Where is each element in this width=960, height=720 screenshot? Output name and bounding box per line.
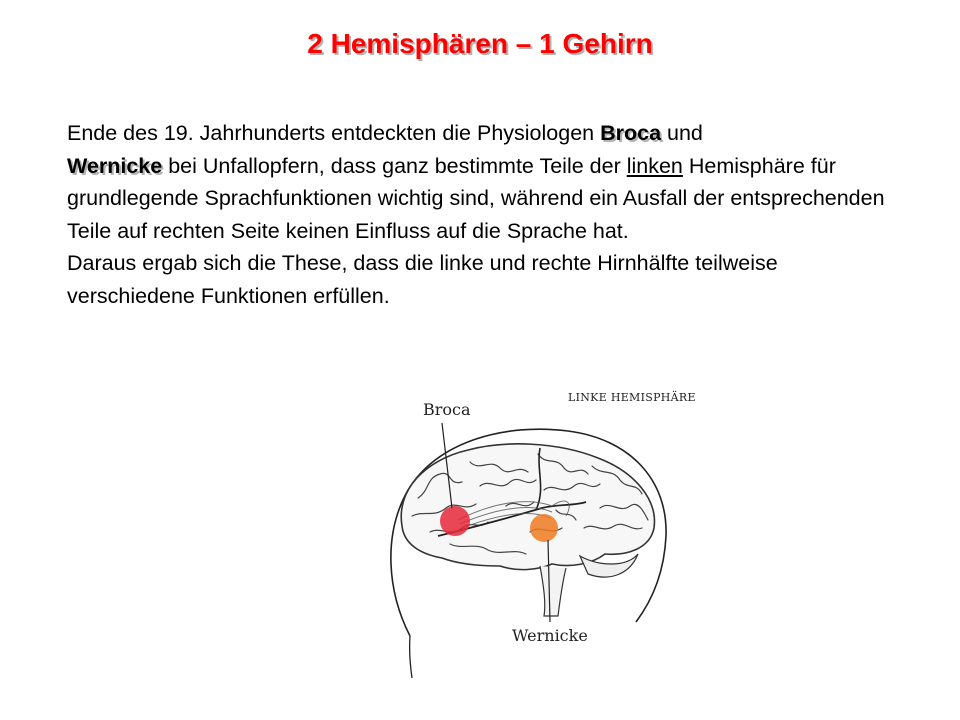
text-segment: bei Unfallopfern, dass ganz bestimmte Teile der xyxy=(162,153,627,178)
label-broca: Broca xyxy=(423,400,471,419)
name-broca: Broca xyxy=(600,121,662,145)
text-segment: und xyxy=(661,121,703,145)
broca-area-marker xyxy=(440,506,470,536)
label-hemisphere: LINKE HEMISPHÄRE xyxy=(568,391,696,404)
underlined-word-linken: linken xyxy=(626,153,683,178)
brain-figure xyxy=(330,378,730,678)
text-segment: Ende des 19. Jahrhunderts entdeckten die Physiologen xyxy=(67,121,601,145)
paragraph-1 xyxy=(67,117,907,247)
wernicke-area-marker xyxy=(530,514,558,542)
slide-title: 2 Hemisphären – 1 Gehirn xyxy=(307,28,653,59)
name-wernicke: Wernicke xyxy=(67,153,163,178)
text-segment: Hemisphäre für grundlegende Sprachfunktionen wichtig sind, während ein Ausfall der entsprechenden Teile auf rechten Seite keinen Einfluss auf die Sprache hat. xyxy=(67,153,885,243)
label-wernicke: Wernicke xyxy=(512,626,588,645)
body-text xyxy=(67,117,907,312)
paragraph-2: Daraus ergab sich die These, dass die linke und rechte Hirnhälfte teilweise verschiedene Funktionen erfüllen. xyxy=(67,251,778,308)
